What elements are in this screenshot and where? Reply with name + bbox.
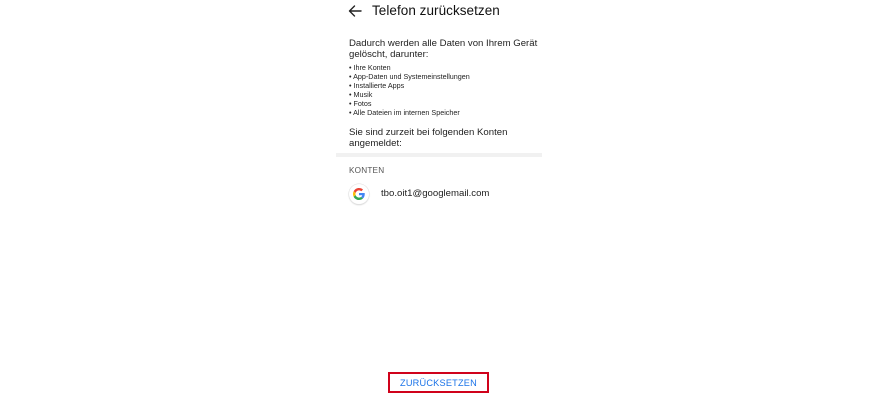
list-item: • Fotos	[349, 98, 372, 108]
list-item: • Alle Dateien im internen Speicher	[349, 107, 460, 117]
back-button[interactable]	[347, 3, 363, 19]
accounts-section-label: KONTEN	[349, 166, 385, 175]
list-item: • Installierte Apps	[349, 80, 405, 90]
data-list	[349, 64, 470, 117]
account-row	[344, 182, 540, 206]
list-item: • App-Daten und Systemeinstellungen	[349, 71, 470, 81]
arrow-left-icon	[347, 3, 363, 19]
section-divider	[336, 153, 542, 157]
google-icon	[353, 188, 365, 200]
signed-in-text: Sie sind zurzeit bei folgenden Konten angemeldet:	[349, 127, 508, 150]
list-item: • Musik	[349, 89, 373, 99]
reset-button[interactable]: ZURÜCKSETZEN	[388, 372, 489, 393]
page-title: Telefon zurücksetzen	[372, 3, 500, 18]
intro-text: Dadurch werden alle Daten von Ihrem Gerät gelöscht, darunter:	[349, 38, 538, 61]
account-avatar	[349, 184, 369, 204]
account-email: tbo.oit1@googlemail.com	[381, 188, 490, 199]
app-bar	[336, 0, 542, 26]
list-item: • Ihre Konten	[349, 63, 391, 72]
